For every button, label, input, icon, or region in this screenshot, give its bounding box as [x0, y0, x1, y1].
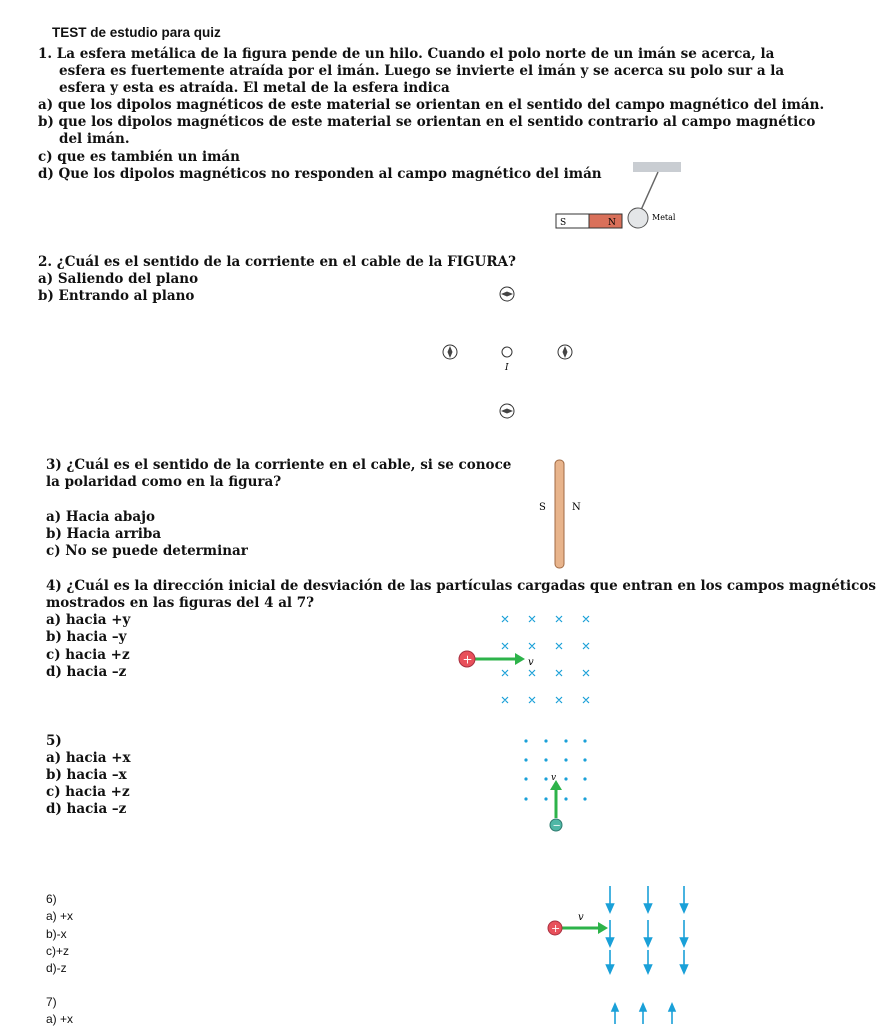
q5-option-b: b) hacia –x: [46, 767, 127, 783]
velocity-arrowhead: [598, 922, 608, 934]
vertical-wire: [555, 460, 564, 568]
q4-figure: [455, 608, 605, 708]
q6-option-a: a) +x: [46, 909, 74, 923]
q3-option-b: b) Hacia arriba: [46, 526, 162, 542]
q1-option-d: d) Que los dipolos magnéticos no responden al campo magnético del imán: [38, 166, 602, 182]
compass-left: [443, 345, 457, 359]
q7-option-a: a) +x: [46, 1012, 74, 1026]
metal-label: Metal: [652, 213, 676, 222]
ceiling-support: [633, 162, 681, 172]
q4-line-1: 4) ¿Cuál es la dirección inicial de desviación de las partículas cargadas que entran en los campos magnéticos: [46, 578, 876, 594]
q6-option-c: c)+z: [46, 944, 70, 958]
pole-n-label: N: [572, 502, 581, 513]
negative-charge-sign: −: [552, 820, 561, 832]
positive-charge-sign: +: [462, 652, 473, 667]
q5-figure: [515, 732, 600, 834]
pole-s-label: S: [539, 502, 546, 513]
q1-line-2: esfera es fuertemente atraída por el imán. Luego se invierte el imán y se acerca su polo sur a la: [59, 63, 785, 79]
q3-line-2: la polaridad como en la figura?: [46, 474, 282, 490]
q4-option-a: a) hacia +y: [46, 612, 131, 628]
q2-question: 2. ¿Cuál es el sentido de la corriente en el cable de la FIGURA?: [38, 254, 516, 270]
q1-option-a: a) que los dipolos magnéticos de este material se orientan en el sentido del campo magnético del imán.: [38, 97, 825, 113]
field-up-arrows: [612, 1004, 675, 1024]
q2-option-a: a) Saliendo del plano: [38, 271, 199, 287]
q1-option-b: b) que los dipolos magnéticos de este material se orientan en el sentido contrario al campo magnético: [38, 114, 816, 130]
q1-figure: [550, 158, 690, 238]
velocity-label: v: [528, 657, 534, 668]
compass-bottom: [500, 404, 514, 418]
q1-line-3: esfera y esta es atraída. El metal de la esfera indica: [59, 80, 450, 96]
q3-option-c: c) No se puede determinar: [46, 543, 248, 559]
q6-option-d: d)-z: [46, 961, 67, 975]
magnet-n-pole: [589, 214, 622, 228]
magnet-n-label: N: [608, 218, 616, 228]
field-down-arrows: [607, 886, 688, 973]
q3-line-1: 3) ¿Cuál es el sentido de la corriente en el cable, si se conoce: [46, 457, 512, 473]
q7-number: 7): [46, 995, 57, 1009]
q4-option-c: c) hacia +z: [46, 647, 130, 663]
q4-line-2: mostrados en las figuras del 4 al 7?: [46, 595, 315, 611]
q1-line-1: 1. La esfera metálica de la figura pende de un hilo. Cuando el polo norte de un imán se acerca, la: [38, 46, 775, 62]
velocity-label: v: [551, 773, 557, 783]
q1-option-b-cont: del imán.: [59, 131, 130, 147]
q6-figure: [540, 882, 695, 977]
q5-option-d: d) hacia –z: [46, 801, 127, 817]
q2-figure: [435, 280, 585, 425]
thread: [641, 172, 658, 210]
q4-option-b: b) hacia –y: [46, 629, 127, 645]
q6-option-b: b)-x: [46, 927, 67, 941]
q6-number: 6): [46, 892, 57, 906]
q7-figure: [600, 1000, 690, 1024]
q3-option-a: a) Hacia abajo: [46, 509, 155, 525]
q4-option-d: d) hacia –z: [46, 664, 127, 680]
velocity-label: v: [578, 912, 584, 923]
magnet-s-label: S: [560, 218, 567, 228]
page-title: TEST de estudio para quiz: [52, 25, 221, 40]
positive-charge-sign: +: [551, 922, 561, 935]
compass-top: [500, 287, 514, 301]
velocity-arrowhead: [515, 653, 525, 665]
compass-right: [558, 345, 572, 359]
q1-option-c: c) que es también un imán: [38, 149, 240, 165]
q5-option-a: a) hacia +x: [46, 750, 131, 766]
q2-option-b: b) Entrando al plano: [38, 288, 195, 304]
wire-cross-section: [502, 347, 512, 357]
metal-sphere: [628, 208, 648, 228]
q3-figure: [535, 456, 585, 571]
q5-option-c: c) hacia +z: [46, 784, 130, 800]
current-label: I: [505, 363, 509, 373]
q5-number: 5): [46, 733, 62, 749]
